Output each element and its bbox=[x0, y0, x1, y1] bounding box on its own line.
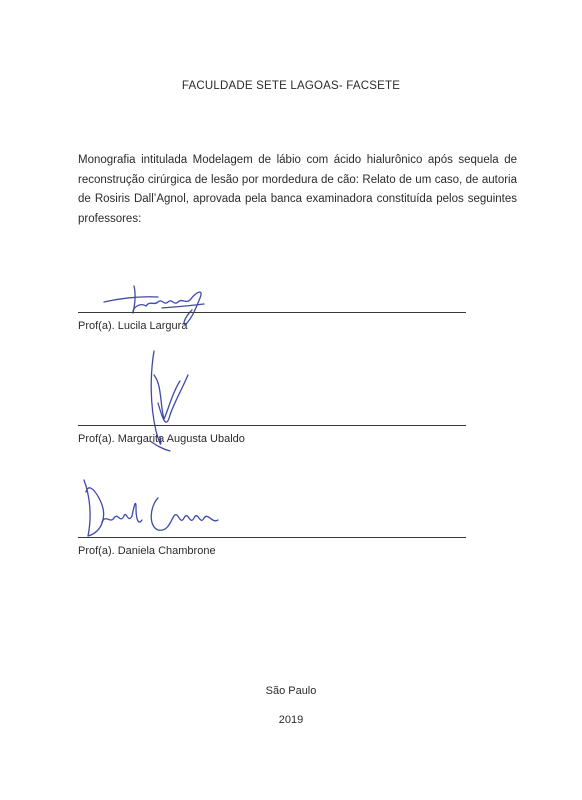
city: São Paulo bbox=[265, 685, 317, 697]
committee-member-name-3: Prof(a). Daniela Chambrone bbox=[78, 545, 216, 557]
committee-member-name-1: Prof(a). Lucila Largura bbox=[78, 320, 188, 332]
committee-member-name-2: Prof(a). Margarita Augusta Ubaldo bbox=[78, 433, 245, 445]
signature-line-3 bbox=[78, 537, 466, 538]
signature-block-1 bbox=[78, 280, 466, 340]
year: 2019 bbox=[278, 714, 304, 726]
signature-block-2 bbox=[78, 345, 466, 455]
handwritten-signature-3 bbox=[78, 476, 228, 546]
approval-statement: Monografia intitulada Modelagem de lábio com ácido hialurônico após sequela de reconstrução cirúrgica de lesão por mordedura de cão: Relato de um caso, de autoria de Rosiris Dall’Agnol, aprovada pela banca examinadora constituída pelos seguintes professores: bbox=[78, 154, 517, 225]
signature-block-3 bbox=[78, 476, 466, 566]
signature-line-1 bbox=[78, 312, 466, 313]
institution-title: FACULDADE SETE LAGOAS- FACSETE bbox=[181, 80, 401, 92]
signature-line-2 bbox=[78, 425, 466, 426]
